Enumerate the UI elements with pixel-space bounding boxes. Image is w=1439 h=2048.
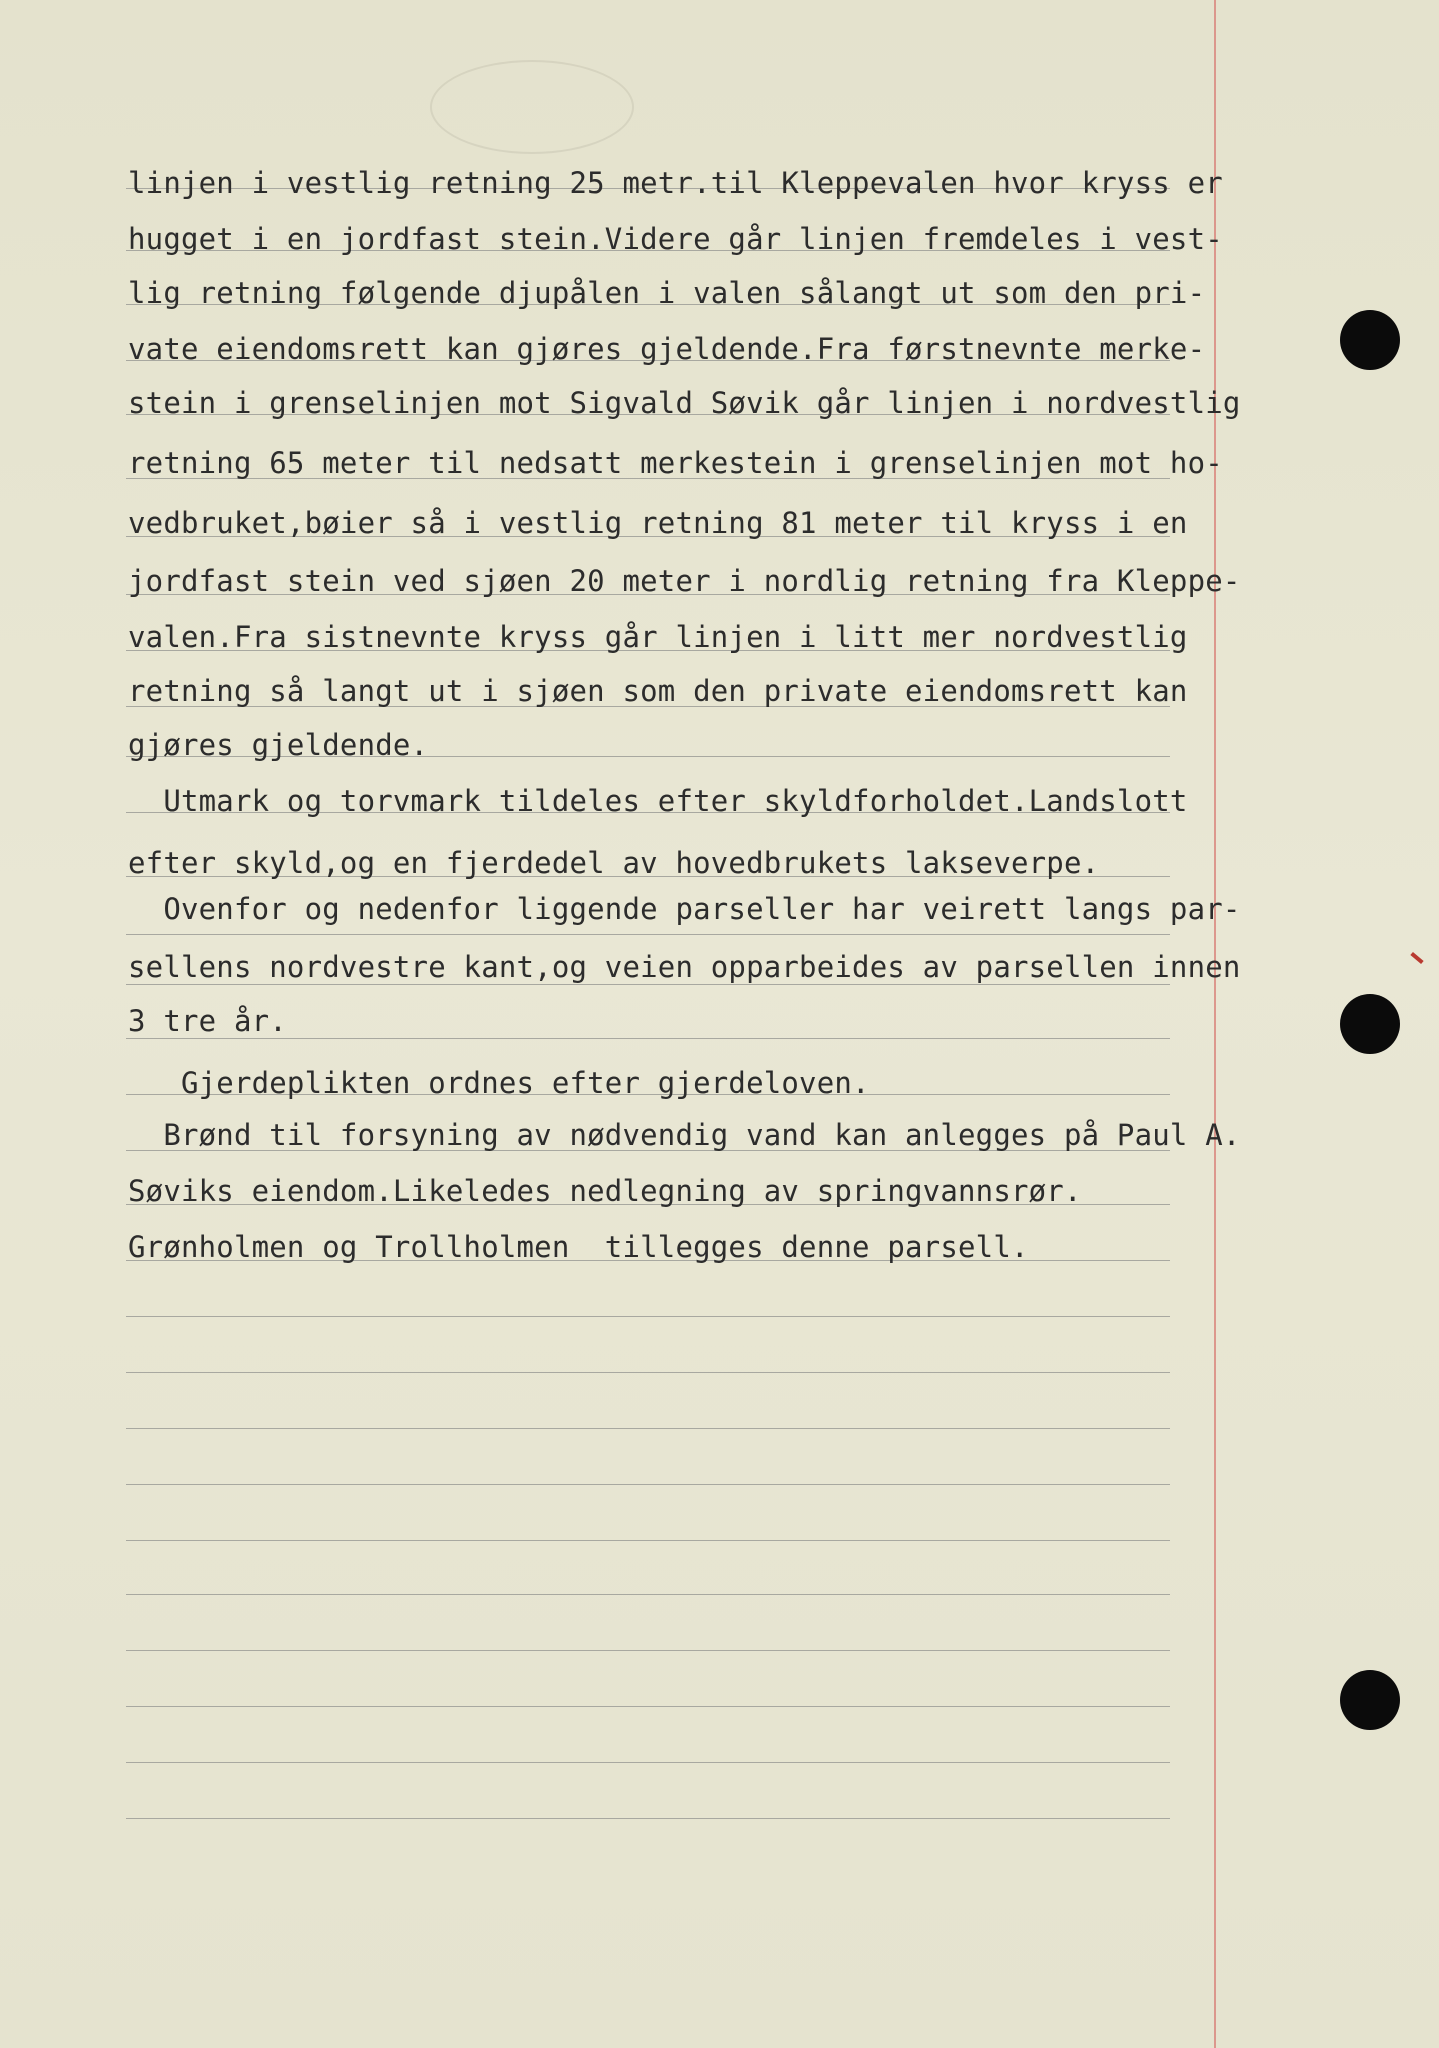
text-line: linjen i vestlig retning 25 metr.til Kleppevalen hvor kryss er [128,166,1223,200]
ruled-line [126,1316,1170,1317]
ruled-line [126,934,1170,935]
text-line: Utmark og torvmark tildeles efter skyldforholdet.Landslott [128,784,1188,818]
faint-stamp [430,60,634,154]
text-line: retning så langt ut i sjøen som den private eiendomsrett kan [128,674,1188,708]
ruled-line [126,1706,1170,1707]
ruled-line [126,1372,1170,1373]
text-line: jordfast stein ved sjøen 20 meter i nordlig retning fra Kleppe- [128,564,1241,598]
punch-hole [1340,994,1400,1054]
text-line: retning 65 meter til nedsatt merkestein i grenselinjen mot ho- [128,446,1223,480]
text-line: Brønd til forsyning av nødvendig vand kan anlegges på Paul A. [128,1118,1241,1152]
ruled-line [126,1762,1170,1763]
text-line: vedbruket,bøier så i vestlig retning 81 meter til kryss i en [128,506,1188,540]
ruled-line [126,1484,1170,1485]
punch-hole [1340,1670,1400,1730]
text-line: efter skyld,og en fjerdedel av hovedbrukets lakseverpe. [128,846,1100,880]
ruled-line [126,1594,1170,1595]
red-ink-mark [1410,952,1423,964]
punch-hole [1340,310,1400,370]
text-line: Ovenfor og nedenfor liggende parseller har veirett langs par- [128,892,1241,926]
text-line: vate eiendomsrett kan gjøres gjeldende.Fra førstnevnte merke- [128,332,1206,366]
text-line: Søviks eiendom.Likeledes nedlegning av springvannsrør. [128,1174,1082,1208]
text-line: Gjerdeplikten ordnes efter gjerdeloven. [128,1066,870,1100]
text-line: 3 tre år. [128,1004,287,1038]
text-line: gjøres gjeldende. [128,728,429,762]
ruled-line [126,984,1170,985]
ruled-line [126,1650,1170,1651]
text-line: hugget i en jordfast stein.Videre går linjen fremdeles i vest- [128,222,1223,256]
ruled-line [126,1038,1170,1039]
text-line: lig retning følgende djupålen i valen sålangt ut som den pri- [128,276,1206,310]
ruled-line [126,1540,1170,1541]
text-line: Grønholmen og Trollholmen tillegges denne parsell. [128,1230,1029,1264]
text-line: valen.Fra sistnevnte kryss går linjen i litt mer nordvestlig [128,620,1188,654]
ruled-line [126,1428,1170,1429]
text-line: stein i grenselinjen mot Sigvald Søvik går linjen i nordvestlig [128,386,1241,420]
ruled-line [126,1818,1170,1819]
text-line: sellens nordvestre kant,og veien opparbeides av parsellen innen [128,950,1241,984]
red-margin-line [1214,0,1216,2048]
